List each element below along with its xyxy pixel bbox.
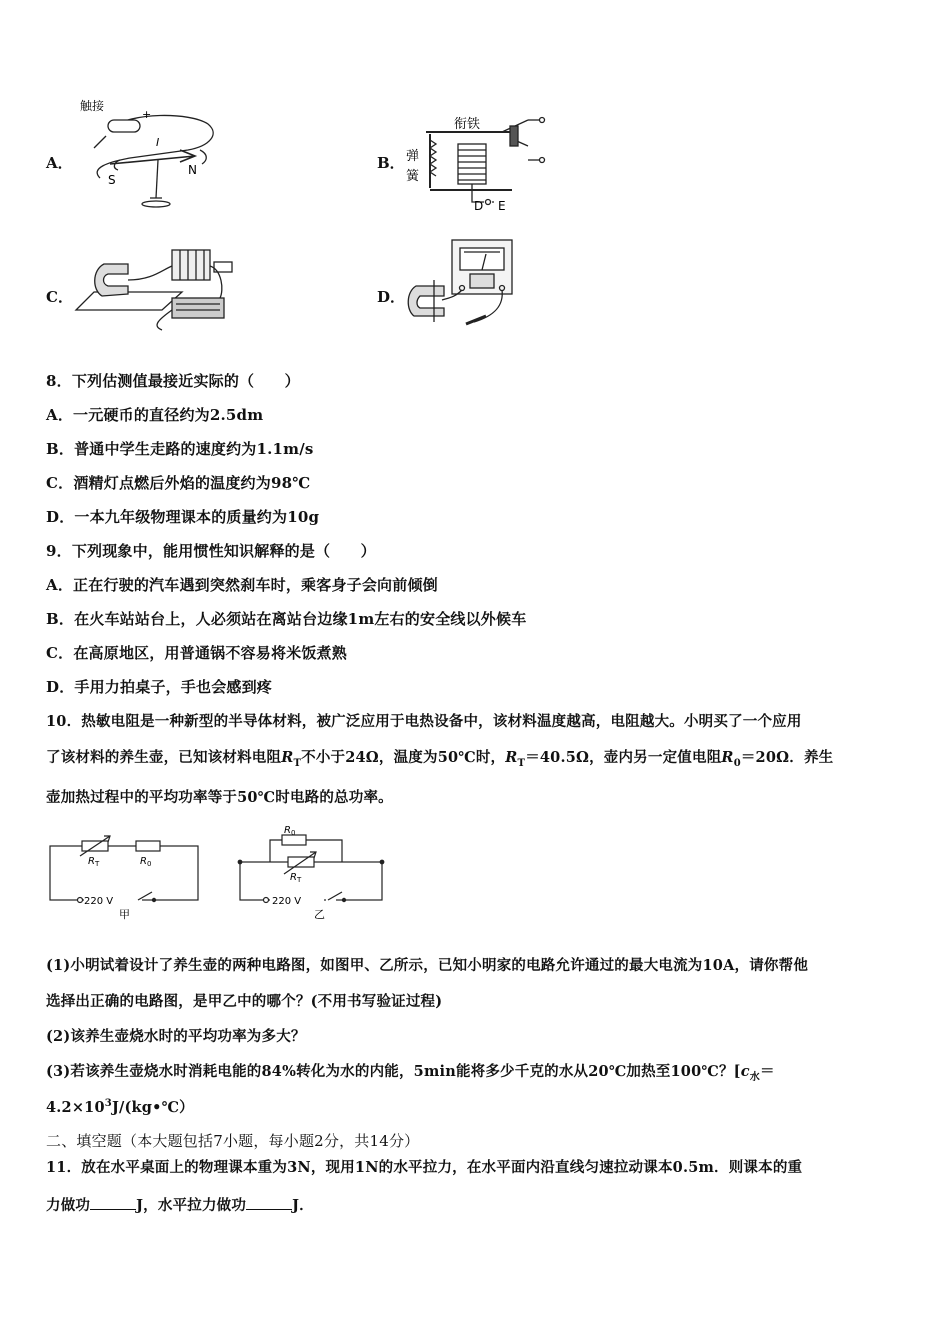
yi-r0-label: R <box>284 825 291 836</box>
rt-subscript-2: T <box>517 757 526 769</box>
q9-option-c: C．在高原地区，用普通锅不容易将米饭煮熟 <box>46 644 347 662</box>
option-b-label: B． <box>377 154 405 172</box>
r0-symbol: R <box>721 749 734 766</box>
q8-option-b: B．普通中学生走路的速度约为1.1m/s <box>46 440 314 458</box>
figure-a-plus-text: + <box>142 108 152 121</box>
q10-sub3-value: 4.2×10 <box>46 1099 105 1116</box>
c-subscript: 水 <box>749 1071 760 1083</box>
figure-a-current-text: I <box>156 136 160 149</box>
yi-r0-sub: 0 <box>291 829 296 837</box>
rt-symbol: R <box>281 749 294 766</box>
figure-a-n-text: N <box>188 163 197 177</box>
yi-caption: 乙 <box>314 908 325 921</box>
option-d-label: D． <box>377 288 406 306</box>
figure-b-d-text: D <box>474 199 484 213</box>
q10-line2 <box>46 746 833 769</box>
q11-text-b: J，水平拉力做功 <box>136 1197 247 1214</box>
rt-symbol-2: R <box>505 749 518 766</box>
q10-line2-text-c: ＝40.5Ω，壶内另一定值电阻 <box>525 749 722 766</box>
yi-voltage: 220 V <box>272 896 302 907</box>
option-c-label: C． <box>46 288 73 306</box>
jia-voltage: 220 V <box>84 896 114 907</box>
q10-sub3-unit: J/(kg•℃） <box>111 1099 194 1116</box>
section-2-title: 二、填空题（本大题包括7小题，每小题2分，共14分） <box>46 1132 420 1150</box>
q10-sub3-text: (3)若该养生壶烧水时消耗电能的84%转化为水的内能，5min能将多少千克的水从20℃加热至100℃？[ <box>46 1063 741 1080</box>
q10-sub1-line1: (1)小明试着设计了养生壶的两种电路图，如图甲、乙所示，已知小明家的电路允许通过的最大电流为10A，请你帮他 <box>46 957 809 974</box>
jia-rt-sub: T <box>95 860 100 868</box>
figure-a-oersted <box>70 98 220 213</box>
q10-line3: 壶加热过程中的平均功率等于50℃时电路的总功率。 <box>46 789 393 806</box>
yi-rt-sub: T <box>297 876 302 884</box>
q9-option-b: B．在火车站站台上，人必须站在离站台边缘1m左右的安全线以外候车 <box>46 610 527 628</box>
r0-subscript: 0 <box>733 757 741 769</box>
q10-sub3-exponent: 3 <box>104 1098 112 1110</box>
q8-option-c: C．酒精灯点燃后外焰的温度约为98℃ <box>46 474 311 492</box>
q9-stem: 9．下列现象中，能用惯性知识解释的是（ ） <box>46 542 376 560</box>
figure-b-spring2-text: 簧 <box>406 169 420 184</box>
q8-stem: 8．下列估测值最接近实际的（ ） <box>46 372 300 390</box>
q11-line2 <box>46 1194 314 1215</box>
figure-b-relay <box>402 112 552 214</box>
yi-rt-label: R <box>290 872 297 883</box>
rt-subscript: T <box>293 757 302 769</box>
q9-option-d: D．手用力拍桌子，手也会感到疼 <box>46 678 273 696</box>
q11-text-a: 力做功 <box>46 1197 91 1214</box>
q10-line2-text-b: 不小于24Ω，温度为50℃时， <box>301 749 506 766</box>
q9-option-a: A．正在行驶的汽车遇到突然刹车时，乘客身子会向前倾倒 <box>46 576 438 594</box>
answer-blank-2[interactable] <box>246 1197 292 1210</box>
figure-c-motor-setup <box>72 240 242 332</box>
q10-sub1-line2: 选择出正确的电路图，是甲乙中的哪个？(不用书写验证过程) <box>46 993 443 1010</box>
q11-line1: 11．放在水平桌面上的物理课本重为3N，现用1N的水平拉力，在水平面内沿直线匀速拉动课本0.5m．则课本的重 <box>46 1159 803 1176</box>
q8-option-d: D．一本九年级物理课本的质量约为10g <box>46 508 320 526</box>
q10-sub3-line2 <box>46 1096 194 1117</box>
jia-rt-label: R <box>88 856 95 867</box>
q11-text-c: J． <box>292 1197 314 1214</box>
figure-b-spring1-text: 弹 <box>406 149 420 164</box>
q10-sub3-line1 <box>46 1060 775 1083</box>
figure-a-s-text: S <box>108 173 116 187</box>
q10-sub3-equals: ＝ <box>759 1063 775 1080</box>
figure-b-armature-text: 衔铁 <box>454 117 481 132</box>
figure-a-touch-text: 触接 <box>80 99 105 113</box>
answer-blank-1[interactable] <box>90 1197 136 1210</box>
jia-r0-label: R <box>140 856 147 867</box>
q10-sub2: (2)该养生壶烧水时的平均功率为多大？ <box>46 1028 306 1045</box>
option-a-label: A． <box>46 154 73 172</box>
circuit-jia <box>44 828 204 922</box>
jia-r0-sub: 0 <box>147 860 152 868</box>
jia-caption: 甲 <box>119 908 130 921</box>
q10-line2-text-d: ＝20Ω．养生 <box>740 749 834 766</box>
figure-b-e-text: E <box>498 199 506 213</box>
q10-line2-text-a: 了该材料的养生壶，已知该材料电阻 <box>46 749 282 766</box>
circuit-yi <box>232 822 392 922</box>
figure-d-galvanometer-setup <box>404 236 524 334</box>
q8-option-a: A．一元硬币的直径约为2.5dm <box>46 406 264 424</box>
q10-line1: 10．热敏电阻是一种新型的半导体材料，被广泛应用于电热设备中，该材料温度越高，电阻越大。小明买了一个应用 <box>46 713 802 730</box>
c-symbol: c <box>740 1063 750 1080</box>
